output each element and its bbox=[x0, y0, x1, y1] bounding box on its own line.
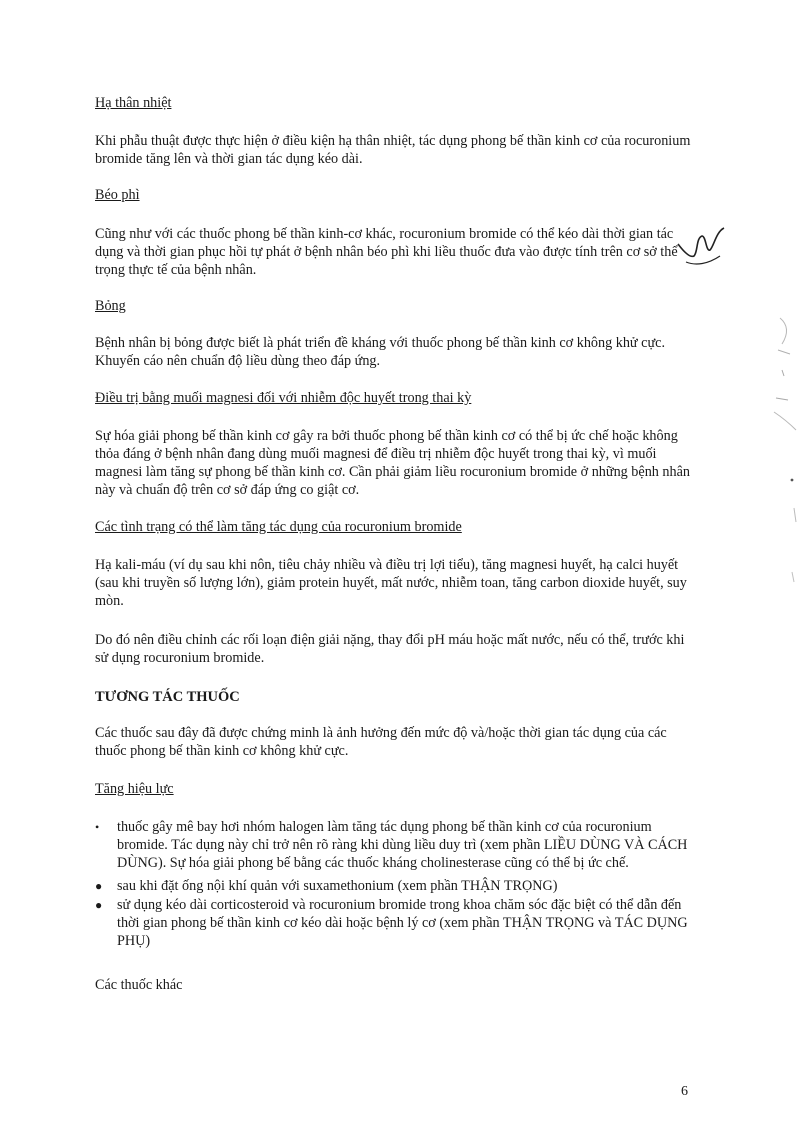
paragraph-burns: Bệnh nhân bị bỏng được biết là phát triển đề kháng với thuốc phong bế thần kinh cơ không khử cực. Khuyến cáo nên chuẩn độ liều dùng theo đáp ứng. bbox=[95, 335, 666, 369]
section-title-interactions: TƯƠNG TÁC THUỐC bbox=[95, 689, 240, 705]
paragraph-hypothermia: Khi phẫu thuật được thực hiện ở điều kiện hạ thân nhiệt, tác dụng phong bế thần kinh cơ của rocuronium bromide tăng lên và thời gian tác dụng kéo dài. bbox=[95, 133, 691, 167]
heading-obesity: Béo phì bbox=[95, 187, 140, 203]
bullet-list-increased bbox=[95, 818, 700, 950]
page-number: 6 bbox=[681, 1084, 688, 1099]
heading-increased-effect: Tăng hiệu lực bbox=[95, 781, 174, 797]
bullet-icon: ● bbox=[95, 898, 103, 912]
heading-burns: Bỏng bbox=[95, 298, 126, 314]
list-item bbox=[95, 877, 700, 895]
bullet-icon: • bbox=[95, 820, 100, 834]
list-item-text: thuốc gây mê bay hơi nhóm halogen làm tăng tác dụng phong bế thần kinh cơ của rocuronium bromide. Tác dụng này chỉ trở nên rõ ràng khi dùng liều duy trì (xem phần LIỀU DÙNG VÀ CÁCH DÙNG). Sự hóa giải phong bế bằng các thuốc kháng cholinesterase cũng có thể bị ức chế. bbox=[117, 819, 688, 871]
paragraph-conditions-2: Do đó nên điều chỉnh các rối loạn điện giải nặng, thay đổi pH máu hoặc mất nước, nếu có thể, trước khi sử dụng rocuronium bromide. bbox=[95, 632, 685, 666]
paragraph-magnesium: Sự hóa giải phong bế thần kinh cơ gây ra bởi thuốc phong bế thần kinh cơ có thể bị ức chế hoặc không thỏa đáng ở bệnh nhân đang dùng muối magnesi để điều trị nhiễm độc huyết trong thai kỳ, vì muối magnesi làm tăng sự phong bế thần kinh cơ. Cần phải giảm liều rocuronium bromide ở những bệnh nhân này và chuẩn độ trên cơ sở đáp ứng co giật cơ. bbox=[95, 428, 691, 498]
page-content bbox=[95, 94, 700, 994]
heading-conditions: Các tình trạng có thể làm tăng tác dụng của rocuronium bromide bbox=[95, 519, 462, 535]
stamp-fragment-mark bbox=[770, 310, 799, 610]
heading-other-drugs: Các thuốc khác bbox=[95, 977, 183, 993]
list-item-text: sử dụng kéo dài corticosteroid và rocuronium bromide trong khoa chăm sóc đặc biệt có thể dẫn đến thời gian phong bế thần kinh cơ kéo dài hoặc bệnh lý cơ (xem phần THẬN TRỌNG và TÁC DỤNG PHỤ) bbox=[117, 897, 688, 949]
bullet-icon: ● bbox=[95, 879, 103, 893]
heading-hypothermia: Hạ thân nhiệt bbox=[95, 95, 172, 111]
paragraph-interactions-intro: Các thuốc sau đây đã được chứng minh là ảnh hưởng đến mức độ và/hoặc thời gian tác dụng của các thuốc phong bế thần kinh cơ không khử cực. bbox=[95, 725, 667, 759]
heading-magnesium: Điều trị bằng muối magnesi đối với nhiễm độc huyết trong thai kỳ bbox=[95, 390, 472, 406]
handwritten-initials-mark bbox=[672, 222, 732, 272]
list-item bbox=[95, 896, 700, 950]
list-item bbox=[95, 818, 700, 872]
paragraph-obesity: Cũng như với các thuốc phong bế thần kinh-cơ khác, rocuronium bromide có thể kéo dài thời gian tác dụng và thời gian phục hồi tự phát ở bệnh nhân béo phì khi liều thuốc đưa vào được tính trên cơ sở thể trọng thực tế của bệnh nhân. bbox=[95, 226, 678, 278]
list-item-text: sau khi đặt ống nội khí quản với suxamethonium (xem phần THẬN TRỌNG) bbox=[117, 878, 558, 894]
paragraph-conditions-1: Hạ kali-máu (ví dụ sau khi nôn, tiêu chảy nhiều và điều trị lợi tiểu), tăng magnesi huyết, hạ calci huyết (sau khi truyền số lượng lớn), giảm protein huyết, mất nước, nhiễm toan, tăng carbon dioxide huyết, suy mòn. bbox=[95, 557, 687, 609]
